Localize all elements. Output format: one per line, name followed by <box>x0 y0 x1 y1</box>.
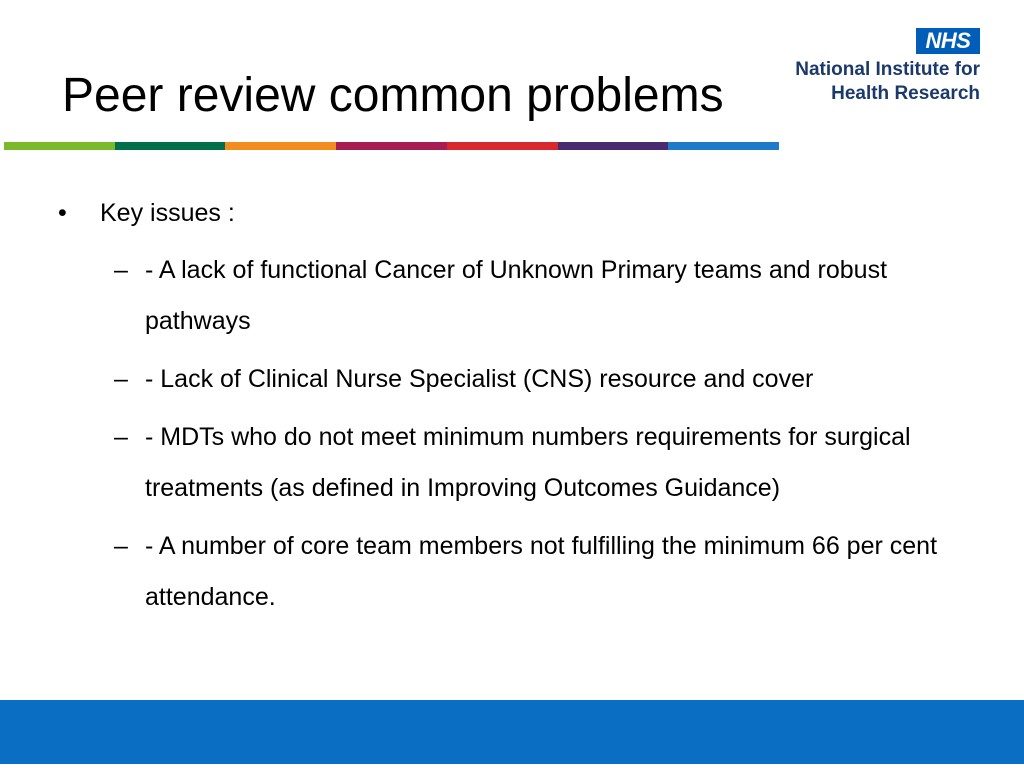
sub-item <box>114 412 958 514</box>
slide-body <box>58 188 958 630</box>
stripe-segment <box>668 142 779 150</box>
stripe-segment <box>447 142 558 150</box>
slide-title: Peer review common problems <box>62 69 724 122</box>
footer-bar <box>0 700 1024 764</box>
sub-item-text: - A number of core team members not fulfilling the minimum 66 per cent attendance. <box>145 532 938 611</box>
dash-icon: – <box>114 365 128 393</box>
sub-item <box>114 521 958 623</box>
stripe-segment <box>336 142 447 150</box>
bullet-icon: • <box>58 199 67 227</box>
bullet-item <box>58 188 958 239</box>
stripe-segment <box>115 142 226 150</box>
color-stripe <box>4 142 779 150</box>
nhs-badge: NHS <box>916 28 980 54</box>
nihr-logo <box>764 28 980 108</box>
logo-line-2: Health Research <box>831 83 980 104</box>
bullet-heading: Key issues : <box>100 199 235 227</box>
stripe-segment <box>558 142 669 150</box>
sub-list <box>58 245 958 623</box>
sub-item-text: - A lack of functional Cancer of Unknown Primary teams and robust pathways <box>145 256 888 335</box>
stripe-segment <box>225 142 336 150</box>
logo-line-1: National Institute for <box>795 59 980 80</box>
stripe-segment <box>4 142 115 150</box>
sub-item-text: - MDTs who do not meet minimum numbers requirements for surgical treatments (as defined in Improving Outcomes Guidance) <box>145 423 911 502</box>
dash-icon: – <box>114 532 128 560</box>
sub-item <box>114 245 958 347</box>
sub-item <box>114 354 958 405</box>
sub-item-text: - Lack of Clinical Nurse Specialist (CNS) resource and cover <box>145 365 814 393</box>
dash-icon: – <box>114 256 128 284</box>
dash-icon: – <box>114 423 128 451</box>
